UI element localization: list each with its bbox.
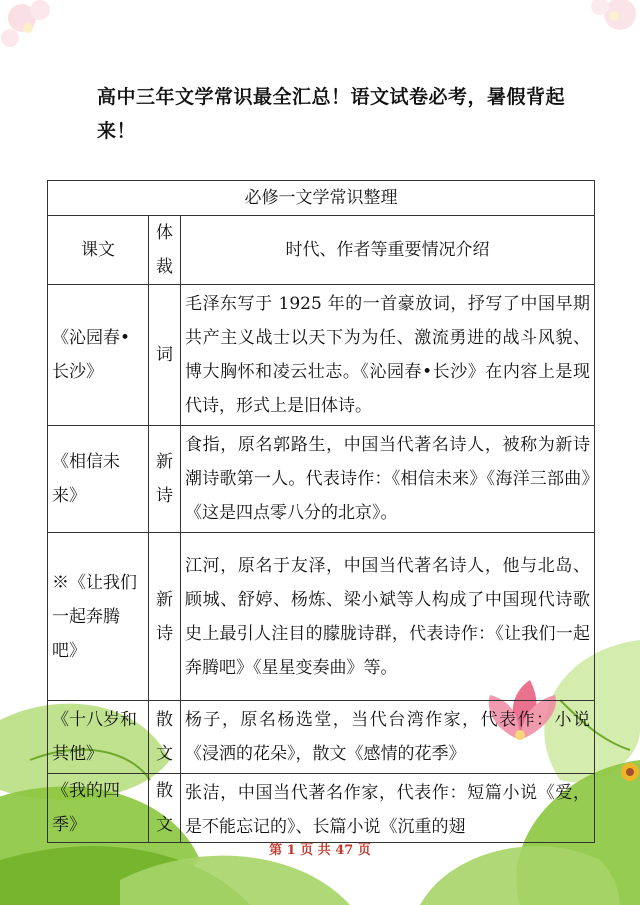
literature-table: [47, 180, 595, 843]
row-genre: 新诗: [149, 533, 181, 701]
row-genre: 新诗: [149, 426, 181, 533]
row-title: 《我的四季》: [48, 774, 149, 843]
row-description-cell: [181, 774, 595, 843]
row-title: 《沁园春•长沙》: [48, 285, 149, 426]
table-row: [48, 426, 595, 533]
row-title: ※《让我们一起奔腾吧》: [48, 533, 149, 701]
header-title: 课文: [48, 216, 149, 285]
table-header-row: [48, 216, 595, 285]
row-description: 食指，原名郭路生，中国当代著名诗人，被称为新诗潮诗歌第一人。代表诗作：《相信未来》《海洋三部曲》《这是四点零八分的北京》。: [181, 426, 595, 533]
row-description: 杨子，原名杨选堂，当代台湾作家，代表作：小说《浸洒的花朵》，散文《感情的花季》: [181, 701, 595, 774]
table-caption-row: [48, 181, 595, 216]
table-row: [48, 774, 595, 843]
row-genre: 散文: [149, 774, 181, 843]
table-row: [48, 701, 595, 774]
table-row: [48, 285, 595, 426]
document-title: 高中三年文学常识最全汇总！语文试卷必考，暑假背起来！: [97, 86, 566, 142]
row-description: 毛泽东写于 1925 年的一首豪放词，抒写了中国早期共产主义战士以天下为为任、激流勇进的战斗风貌、博大胸怀和凌云壮志。《沁园春•长沙》在内容上是现代诗，形式上是旧体诗。: [181, 285, 595, 426]
row-title: 《十八岁和其他》: [48, 701, 149, 774]
table-caption: 必修一文学常识整理: [48, 181, 595, 216]
row-genre: 词: [149, 285, 181, 426]
row-title: 《相信未来》: [48, 426, 149, 533]
row-description: 江河，原名于友泽，中国当代著名诗人，他与北岛、顾城、舒婷、杨炼、梁小斌等人构成了中国现代诗歌史上最引人注目的朦胧诗群，代表诗作：《让我们一起奔腾吧》《星星变奏曲》等。: [181, 533, 595, 701]
header-description: 时代、作者等重要情况介绍: [181, 216, 595, 285]
table-row: [48, 533, 595, 701]
row-genre: 散文: [149, 701, 181, 774]
page-number: 第 1 页 共 47 页: [269, 843, 371, 858]
header-genre: 体裁: [149, 216, 181, 285]
row-description: 张洁，中国当代著名作家，代表作：短篇小说《爱，是不能忘记的》、长篇小说《沉重的翅: [185, 783, 590, 837]
